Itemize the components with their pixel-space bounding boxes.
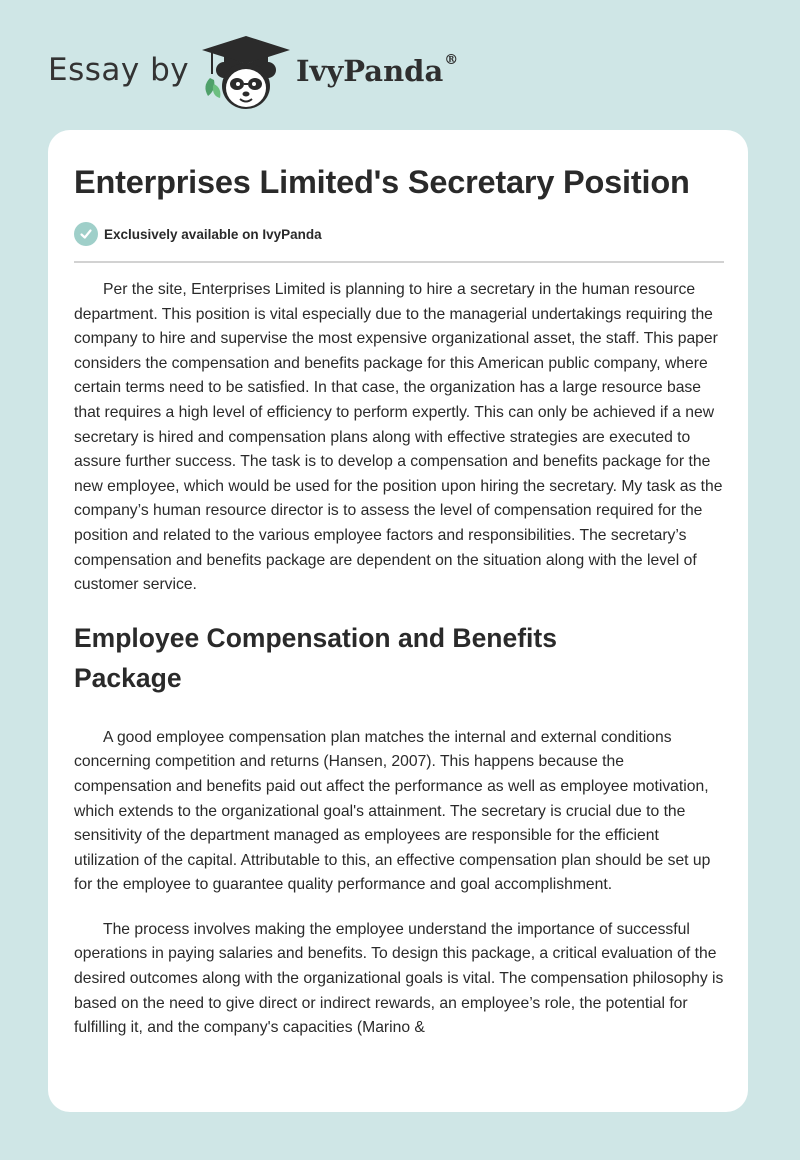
- section-heading: Employee Compensation and Benefits Package: [74, 622, 557, 693]
- paragraph-compensation-plan: A good employee compensation plan matches the internal and external conditions concerning competition and returns (Hansen, 2007). This happens because the compensation and benefits paid out affect the performance as well as employee motivation, which extends to the organizational goal's attainment. The secretary is crucial due to the sensitivity of the department managed as employees are responsible for the efficient utilization of the capital. Attributable to this, an effective compensation plan should be set up for the employee to guarantee quality performance and goal accomplishment.: [74, 728, 711, 894]
- site-header: [0, 0, 800, 130]
- article-title: Enterprises Limited's Secretary Position: [74, 164, 690, 200]
- exclusive-label: Exclusively available on IvyPanda: [104, 226, 322, 242]
- exclusive-badge: [74, 221, 322, 247]
- registered-mark: ®: [444, 52, 459, 68]
- check-icon: [74, 222, 98, 246]
- paragraph-process: The process involves making the employee understand the importance of successful operations in paying salaries and benefits. To design this package, a critical evaluation of the desired outcomes along with the organizational goals is vital. The compensation philosophy is based on the need to give direct or indirect rewards, an employee’s role, the potential for fulfilling it, and the company's capacities (Marino &: [74, 920, 724, 1037]
- title-divider: [74, 261, 724, 263]
- brand-prefix: Essay by: [48, 52, 190, 88]
- brand-name-text: IvyPanda: [296, 54, 444, 88]
- paragraph-intro: Per the site, Enterprises Limited is planning to hire a secretary in the human resource department. This position is vital especially due to the managerial undertakings requiring the company to hire and supervise the most expensive organizational asset, the staff. This paper considers the compensation and benefits package for this American public company, where certain terms need to be satisfied. In that case, the organization has a large resource base that requires a high level of efficiency to perform expertly. This can only be achieved if a new secretary is hired and compensation plans along with effective strategies are executed to assure further success. The task is to develop a compensation and benefits package for the new employee, which would be used for the position upon hiring the secretary. My task as the company’s human resource director is to assess the level of compensation required for the position and related to the various employee factors and responsibilities. The secretary’s compensation and benefits package are dependent on the situation along with the level of customer service.: [74, 281, 723, 594]
- panda-graduate-icon[interactable]: [200, 34, 292, 112]
- brand-name[interactable]: [296, 54, 458, 88]
- article-card: [48, 130, 748, 1112]
- article-body: [74, 278, 724, 1061]
